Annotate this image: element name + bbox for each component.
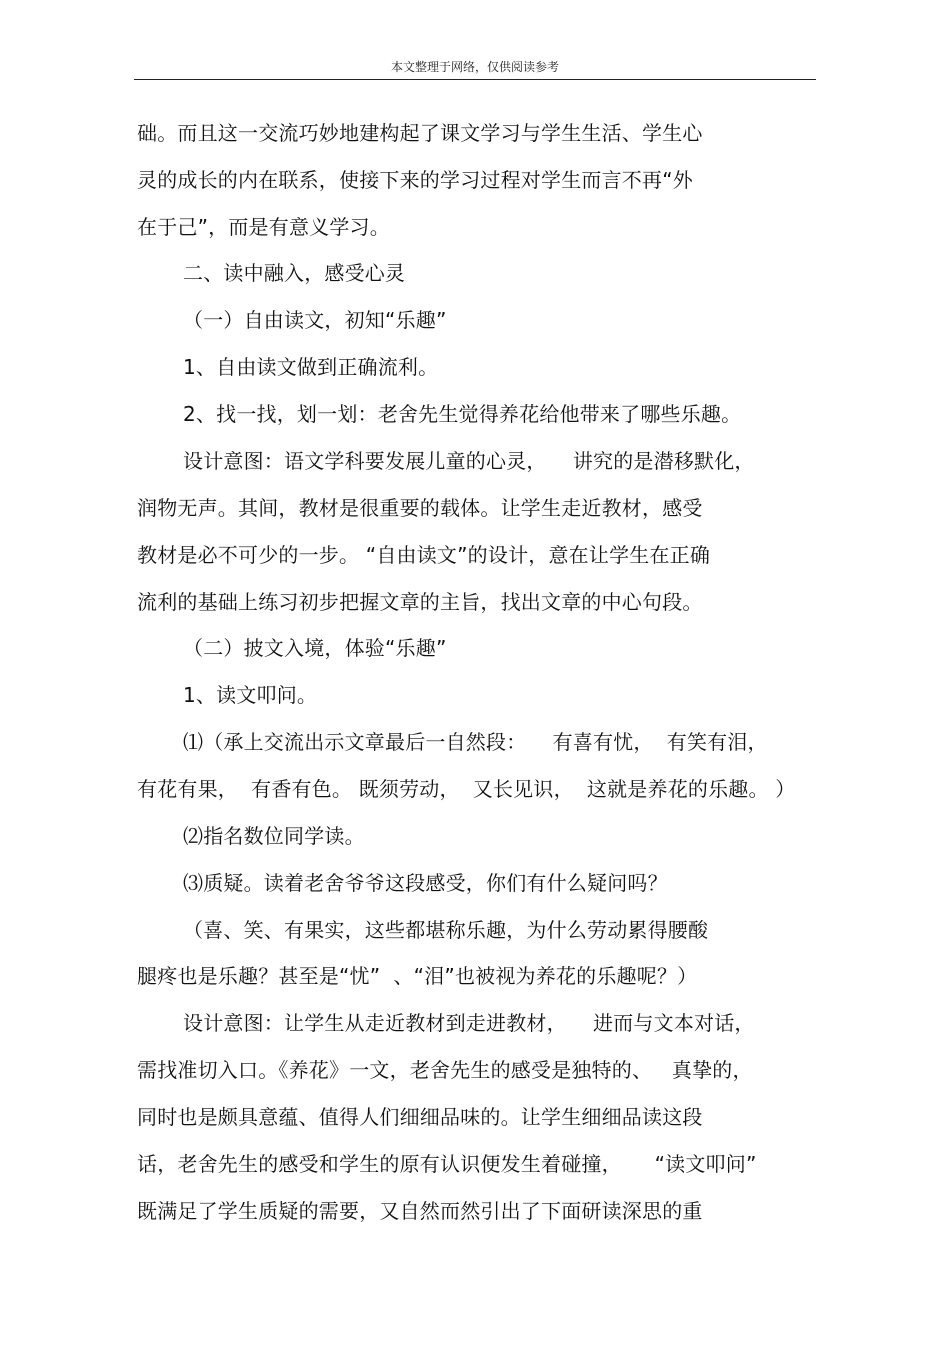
text-line-11: 流利的基础上练习初步把握文章的主旨，找出文章的中心句段。: [137, 590, 703, 614]
text-line-21: 需找准切入口。《养花》一文，老舍先生的感受是独特的、 真挚的，: [137, 1058, 753, 1082]
text-line-2: 灵的成长的内在联系，使接下来的学习过程对学生而言不再“外: [137, 168, 693, 192]
text-line-6: 1、自由读文做到正确流利。: [183, 355, 439, 379]
subsection-heading-2: （二）披文入境，体验“乐趣”: [183, 636, 447, 660]
subsection-heading-1: （一）自由读文，初知“乐趣”: [183, 308, 447, 332]
text-line-14: ⑴（承上交流出示文章最后一自然段： 有喜有忧， 有笑有泪，: [183, 730, 768, 754]
text-line-16: ⑵指名数位同学读。: [183, 824, 365, 848]
text-line-3: 在于己”，而是有意义学习。: [137, 215, 390, 239]
text-line-8: 设计意图：语文学科要发展儿童的心灵， 讲究的是潜移默化，: [183, 449, 755, 473]
text-line-22: 同时也是颇具意蕴、值得人们细细品味的。让学生细细品读这段: [137, 1105, 703, 1129]
text-line-15: 有花有果， 有香有色。 既须劳动， 又长见识， 这就是养花的乐趣。 ）: [137, 777, 796, 801]
text-line-9: 润物无声。其间，教材是很重要的载体。让学生走近教材，感受: [137, 496, 703, 520]
text-line-7: 2、找一找，划一划：老舍先生觉得养花给他带来了哪些乐趣。: [183, 402, 742, 426]
text-line-17: ⑶质疑。读着老舍爷爷这段感受，你们有什么疑问吗？: [183, 871, 668, 895]
page-header: 本文整理于网络，仅供阅读参考: [390, 60, 559, 74]
text-line-19: 腿疼也是乐趣？甚至是“忧” 、“泪”也被视为养花的乐趣呢？）: [137, 964, 698, 988]
text-line-20: 设计意图：让学生从走近教材到走进教材， 进而与文本对话，: [183, 1011, 755, 1035]
header-rule: [134, 79, 816, 80]
text-line-18: （喜、笑、有果实，这些都堪称乐趣，为什么劳动累得腰酸: [183, 918, 709, 942]
text-line-23: 话，老舍先生的感受和学生的原有认识便发生着碰撞， “读文叩问”: [137, 1152, 757, 1176]
text-line-10: 教材是必不可少的一步。 “自由读文”的设计，意在让学生在正确: [137, 543, 711, 567]
text-line-13: 1、读文叩问。: [183, 683, 318, 707]
text-line-1: 础。而且这一交流巧妙地建构起了课文学习与学生生活、学生心: [137, 121, 703, 145]
section-heading: 二、读中融入，感受心灵: [183, 261, 406, 285]
text-line-24: 既满足了学生质疑的需要，又自然而然引出了下面研读深思的重: [137, 1199, 703, 1223]
